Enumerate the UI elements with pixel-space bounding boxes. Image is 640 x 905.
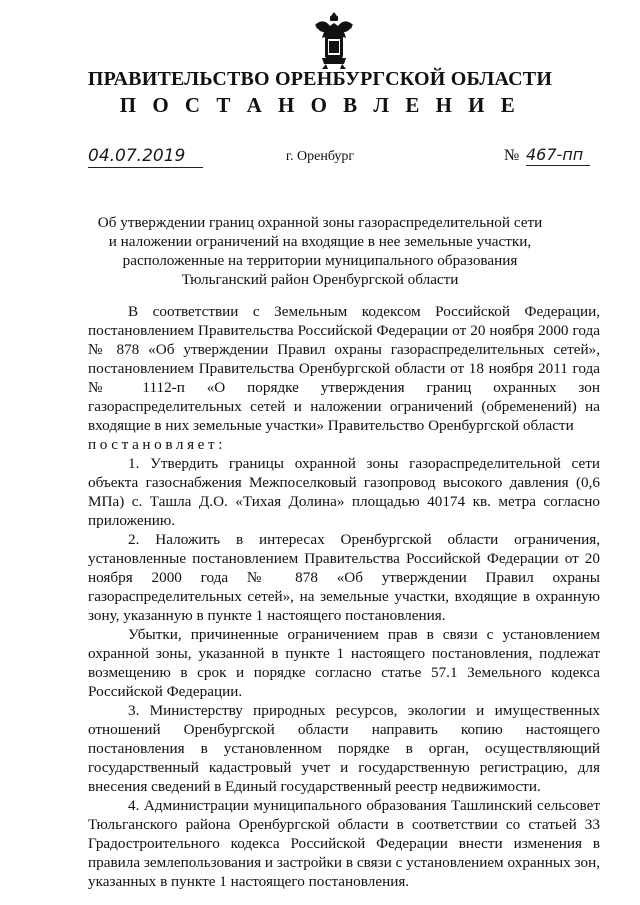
number-label: № (504, 147, 520, 164)
subject-line: Об утверждении границ охранной зоны газораспределительной сети (97, 214, 543, 231)
subject-line: и наложении ограничений на входящие в нее земельные участки, (108, 233, 532, 250)
item-1-paragraph: 1. Утвердить границы охранной зоны газораспределительной сети объекта газоснабжения Межпоселковый газопровод высокого давления (0,6 МПа) с. Ташла Д.О. «Тихая Долина» площадью 40174 кв. метра согласно приложению. (88, 455, 600, 529)
document-meta (0, 146, 640, 172)
item-3-paragraph: 3. Министерству природных ресурсов, экологии и имущественных отношений Оренбургской области направить копию настоящего постановления в установленном порядке в орган, осуществляющий государственный кадастровый учет и государственную регистрацию, для внесения сведений в Единый государственный реестр недвижимости. (88, 702, 600, 795)
government-name: ПРАВИТЕЛЬСТВО ОРЕНБУРГСКОЙ ОБЛАСТИ (87, 68, 553, 90)
item-4-paragraph: 4. Администрации муниципального образования Ташлинский сельсовет Тюльганского района Оренбургской области в соответствии со статьей 33 Градостроительного кодекса Российской Федерации внести изменения в правила землепользования и застройки в связи с установлением охранных зон, указанных в пункте 1 настоящего постановления. (88, 797, 600, 890)
subject-line: расположенные на территории муниципального образования (122, 252, 518, 269)
document-subject (60, 213, 580, 289)
resolves-word: постановляет: (88, 436, 227, 453)
item-2-paragraph: 2. Наложить в интересах Оренбургской области ограничения, установленные постановлением Правительства Российской Федерации от 20 ноября 2000 года № 878 «Об утверждении Правил охраны газораспределительных сетей», на земельные участки, входящие в охранную зону, указанную в пункте 1 настоящего постановления. (88, 531, 600, 624)
document-date: 04.07.2019 (88, 146, 203, 168)
coat-of-arms-icon (312, 10, 356, 70)
preamble-paragraph: В соответствии с Земельным кодексом Российской Федерации, постановлением Правительства Российской Федерации от 20 ноября 2000 года № 878 «Об утверждении Правил охраны газораспределительных сетей», постановлением Правительства Оренбургской области от 18 ноября 2011 года № 1112-п «О порядке утверждения границ охранных зон газораспределительных сетей и наложении ограничений (обременений) на входящие в них земельные участки» Правительство Оренбургской области (88, 303, 600, 434)
document-body (88, 302, 600, 891)
document-city: г. Оренбург (285, 149, 355, 164)
document-type: П О С Т А Н О В Л Е Н И Е (119, 93, 521, 117)
subject-line: Тюльганский район Оренбургской области (181, 271, 459, 288)
document-number: 467-пп (526, 145, 590, 166)
losses-paragraph: Убытки, причиненные ограничением прав в связи с установлением охранной зоны, указанной в пункте 1 настоящего постановления, подлежат возмещению в срок и порядке согласно статье 57.1 Земельного кодекса Российской Федерации. (88, 626, 600, 700)
